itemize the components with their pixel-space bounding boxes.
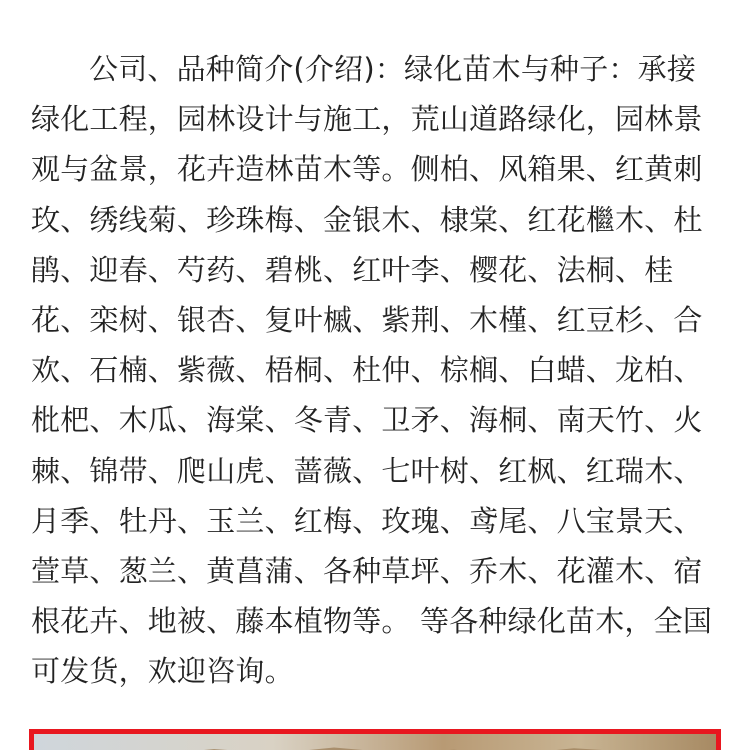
company-intro-paragraph: 公司、品种简介(介绍)：绿化苗木与种子：承接绿化工程，园林设计与施工，荒山道路绿化，园林景观与盆景，花卉造林苗木等。侧柏、风箱果、红黄刺玫、绣线菊、珍珠梅、金银木、棣棠、红花檵木、杜鹃、迎春、芍药、碧桃、红叶李、樱花、法桐、桂花、栾树、银杏、复叶槭、紫荆、木槿、红豆杉、合欢、石楠、紫薇、梧桐、杜仲、棕榈、白蜡、龙柏、枇杷、木瓜、海棠、冬青、卫矛、海桐、南天竹、火棘、锦带、爬山虎、蔷薇、七叶树、红枫、红瑞木、月季、牡丹、玉兰、红梅、玫瑰、鸢尾、八宝景天、萱草、葱兰、黄菖蒲、各种草坪、乔木、花灌木、宿根花卉、地被、藤本植物等。 等各种绿化苗木，全国可发货，欢迎咨询。 (31, 52, 713, 689)
nursery-photo (29, 729, 721, 750)
landscape-photo-icon (34, 743, 716, 750)
